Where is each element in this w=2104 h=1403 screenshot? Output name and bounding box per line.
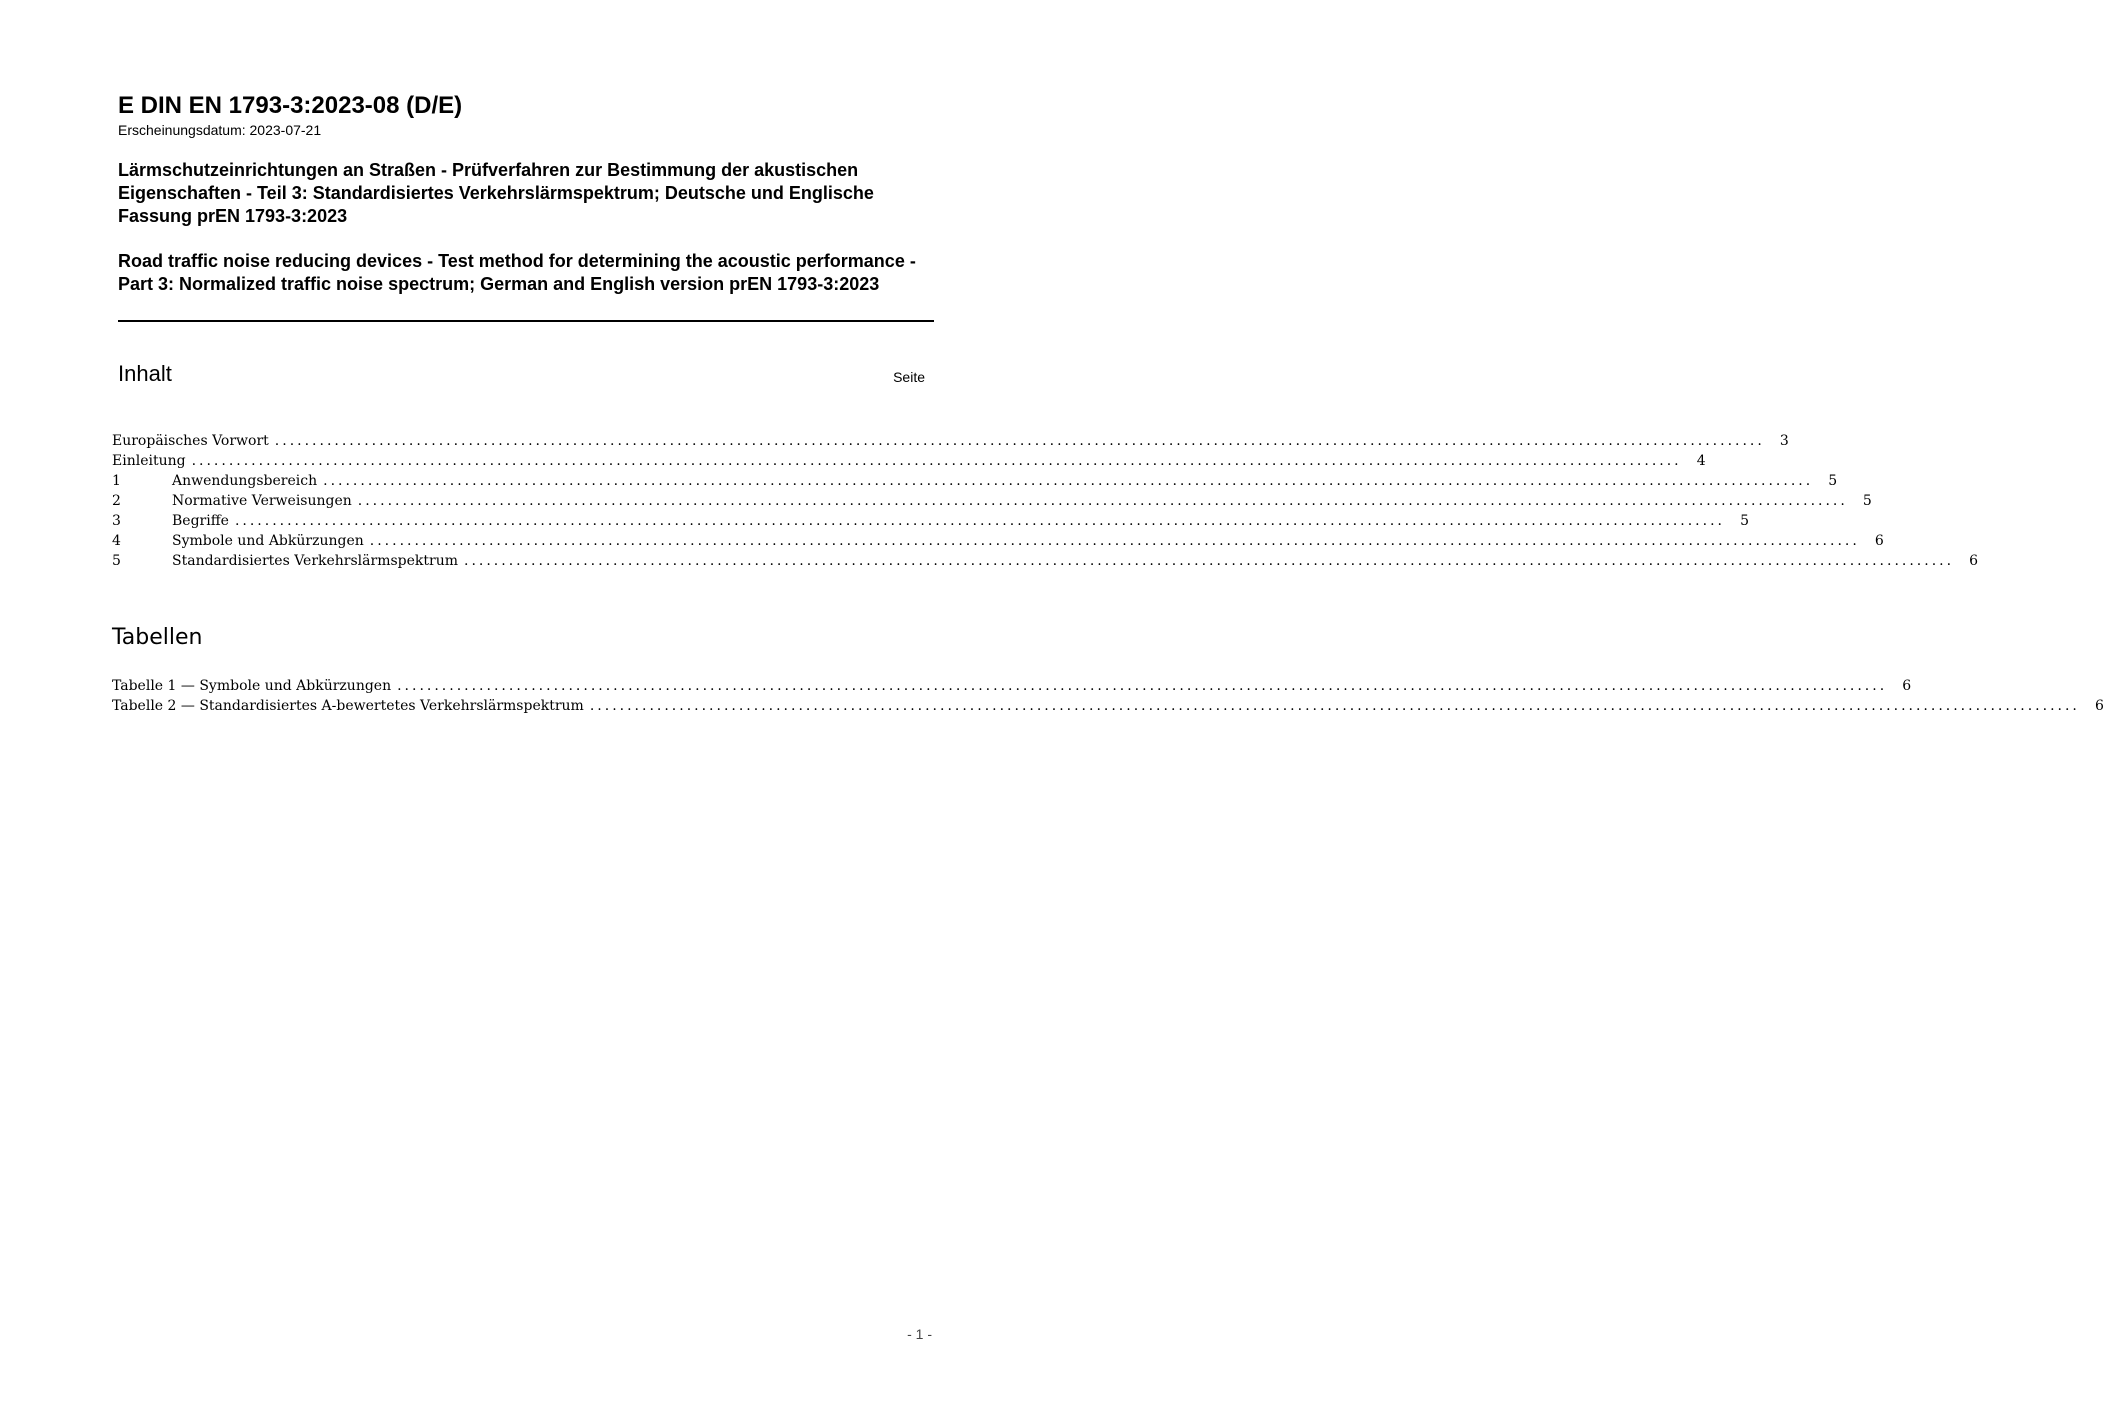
toc-leader-dots: ........................................................................................................................................................................................................ <box>357 493 1848 509</box>
toc-entry[interactable] <box>112 471 1838 491</box>
table-entry-title: Tabelle 1 — Symbole und Abkürzungen <box>112 678 392 694</box>
toc-entry[interactable] <box>112 491 1872 511</box>
toc-entry-page: 4 <box>1696 453 1706 469</box>
toc-entry-title: Normative Verweisungen <box>172 493 352 509</box>
toc-entry-title: Einleitung <box>112 453 186 469</box>
toc-entry-title: Begriffe <box>172 513 229 529</box>
tables-heading: Tabellen <box>112 625 203 650</box>
toc-leader-dots: ........................................................................................................................................................................................................ <box>589 698 2080 714</box>
table-list-entry[interactable] <box>112 696 2104 716</box>
toc-entry-page: 5 <box>1740 513 1749 529</box>
table-list-entry[interactable] <box>112 676 1912 696</box>
toc-entry[interactable] <box>112 431 1789 451</box>
document-id: E DIN EN 1793-3:2023-08 (D/E) <box>118 92 463 119</box>
list-of-tables <box>112 676 2104 716</box>
toc-leader-dots: ........................................................................................................................................................................................................ <box>274 433 1765 449</box>
header-divider <box>118 320 934 322</box>
toc-entry-number: 1 <box>112 473 121 489</box>
toc-entry-number: 3 <box>112 513 121 529</box>
toc-entry-title: Symbole und Abkürzungen <box>172 533 364 549</box>
toc-entry-number: 5 <box>112 553 121 569</box>
toc-entry-title: Anwendungsbereich <box>172 473 318 489</box>
title-english: Road traffic noise reducing devices - Test method for determining the acoustic performance - Part 3: Normalized traffic noise spectrum; German and English version prEN 1793-3:2023 <box>118 251 916 294</box>
page-number: - 1 - <box>907 1326 932 1342</box>
document-header <box>118 92 934 296</box>
title-german: Lärmschutzeinrichtungen an Straßen - Prüfverfahren zur Bestimmung der akustischen Eigenschaften - Teil 3: Standardisiertes Verkehrslärmspektrum; Deutsche und Englische Fassung prEN 1793-3:2023 <box>118 160 874 226</box>
toc-entry-page: 3 <box>1779 433 1789 449</box>
toc-leader-dots: ........................................................................................................................................................................................................ <box>191 453 1682 469</box>
toc-leader-dots: ........................................................................................................................................................................................................ <box>323 473 1814 489</box>
toc-entry-page: 6 <box>1874 533 1884 549</box>
publication-date: Erscheinungsdatum: 2023-07-21 <box>118 122 322 138</box>
toc-entry[interactable] <box>112 551 1979 571</box>
toc-leader-dots: ........................................................................................................................................................................................................ <box>234 513 1725 529</box>
toc-entry-title: Standardisiertes Verkehrslärmspektrum <box>172 553 458 569</box>
toc-entry-page: 5 <box>1828 473 1838 489</box>
toc-entry[interactable] <box>112 511 1749 531</box>
toc-entry-page: 5 <box>1862 493 1872 509</box>
table-entry-page: 6 <box>1902 678 1912 694</box>
page-column-label: Seite <box>893 369 925 385</box>
toc-leader-dots: ........................................................................................................................................................................................................ <box>464 553 1955 569</box>
toc-entry[interactable] <box>112 451 1706 471</box>
toc-leader-dots: ........................................................................................................................................................................................................ <box>369 533 1860 549</box>
toc-entry-number: 2 <box>112 493 121 509</box>
toc-entry-title: Europäisches Vorwort <box>112 433 269 449</box>
table-of-contents <box>112 431 1979 571</box>
contents-heading: Inhalt <box>118 361 172 386</box>
toc-entry-page: 6 <box>1969 553 1979 569</box>
table-entry-page: 6 <box>2094 698 2104 714</box>
toc-entry-number: 4 <box>112 533 121 549</box>
toc-entry[interactable] <box>112 531 1884 551</box>
table-entry-title: Tabelle 2 — Standardisiertes A-bewertetes Verkehrslärmspektrum <box>112 698 584 714</box>
toc-leader-dots: ........................................................................................................................................................................................................ <box>397 678 1888 694</box>
